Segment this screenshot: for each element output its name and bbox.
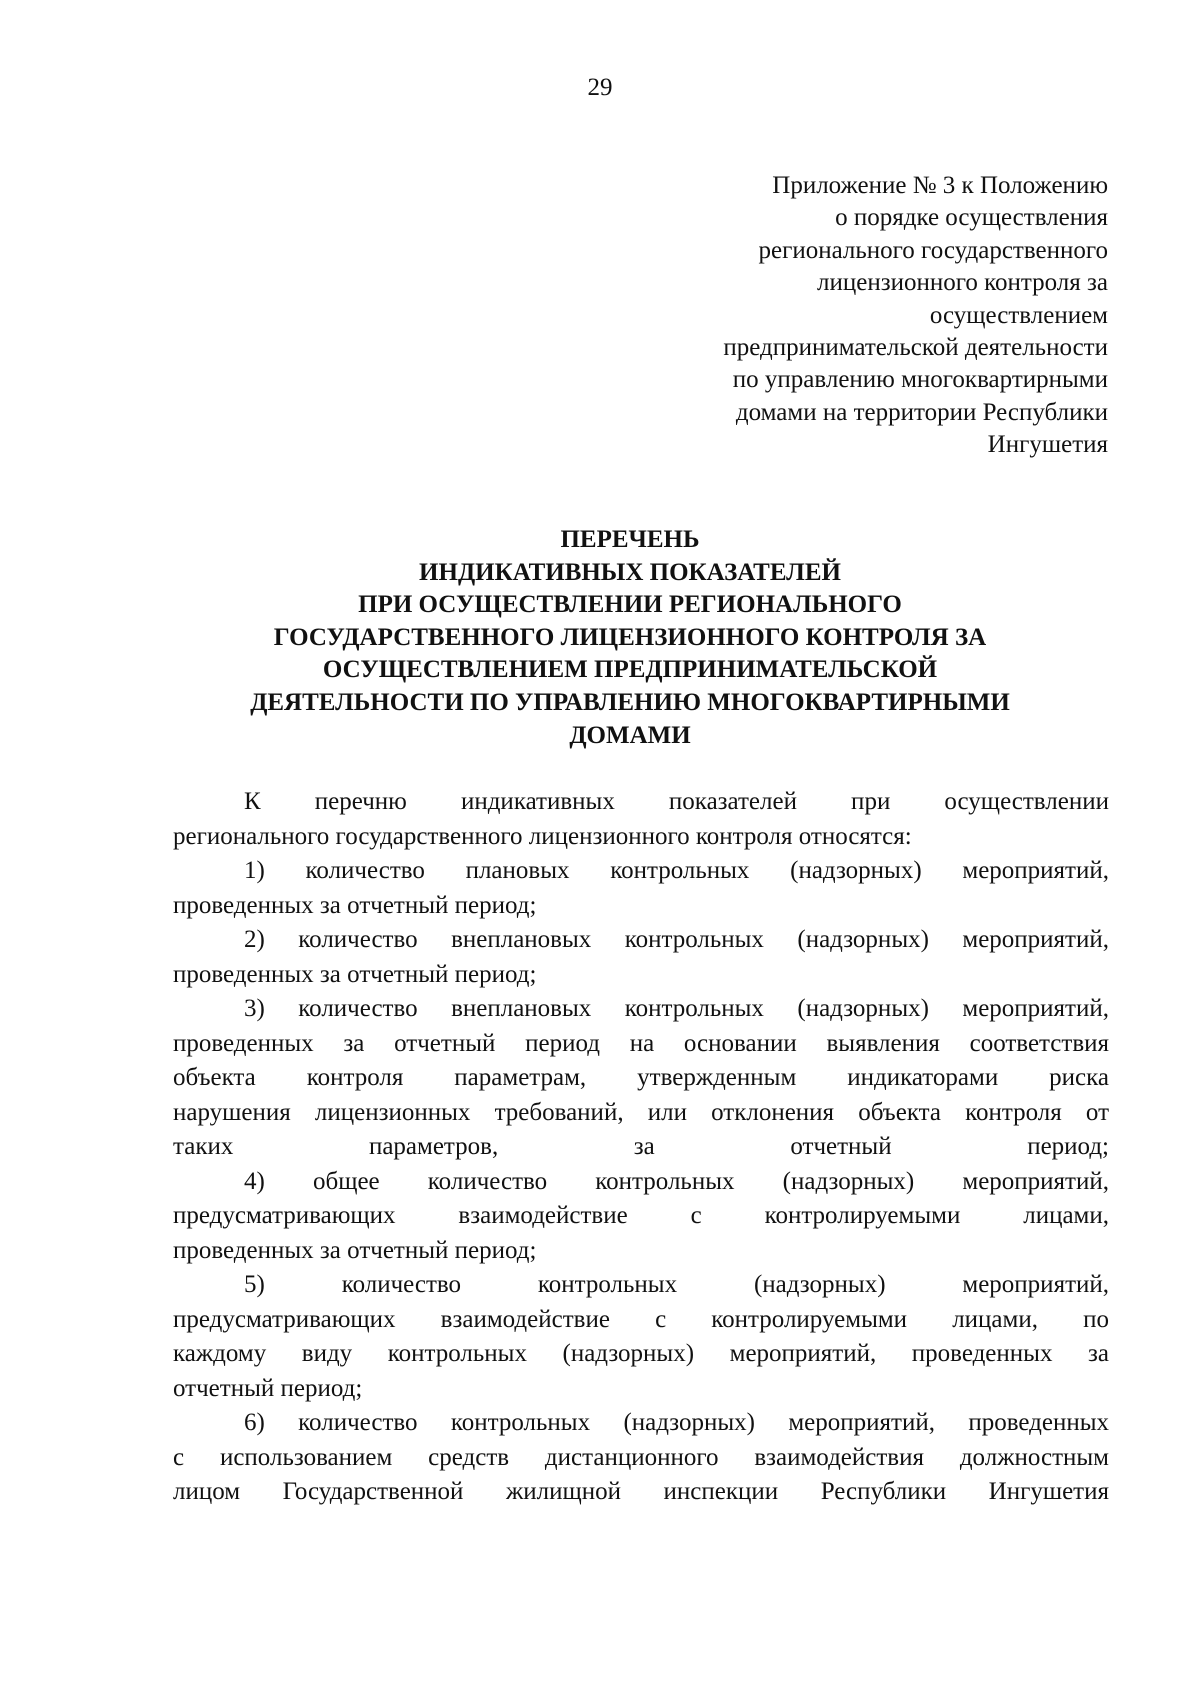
body-text (173, 785, 1109, 1510)
page-number: 29 (587, 74, 613, 101)
paragraph-line: 4) общее количество контрольных (надзорных) мероприятий, (244, 1167, 1109, 1195)
paragraph-line: 5) количество контрольных (надзорных) мероприятий, (244, 1271, 1109, 1298)
title-line: ГОСУДАРСТВЕННОГО ЛИЦЕНЗИОННОГО КОНТРОЛЯ ЗА (273, 623, 987, 651)
appendix-line: по управлению многоквартирными (732, 366, 1108, 394)
paragraph-3 (173, 992, 1109, 1165)
appendix-note (548, 170, 1108, 462)
paragraph-line: К перечню индикативных показателей при осуществлении (244, 788, 1109, 815)
paragraph-line: объекта контроля параметрам, утвержденным индикаторами риска (173, 1064, 1109, 1091)
paragraph-4 (173, 1165, 1109, 1269)
appendix-line: осуществлением (929, 301, 1108, 329)
paragraph-line: нарушения лицензионных требований, или отклонения объекта контроля от (173, 1098, 1109, 1126)
paragraph-line: проведенных за отчетный период; (173, 1236, 537, 1264)
paragraph-line: предусматривающих взаимодействие с контролируемыми лицами, по (173, 1305, 1109, 1333)
title-line: ИНДИКАТИВНЫХ ПОКАЗАТЕЛЕЙ (419, 558, 841, 586)
title-line: ПРИ ОСУЩЕСТВЛЕНИИ РЕГИОНАЛЬНОГО (358, 591, 902, 619)
paragraph-line: проведенных за отчетный период на основании выявления соответствия (173, 1029, 1109, 1057)
paragraph-line: лицом Государственной жилищной инспекции Республики Ингушетия (173, 1478, 1109, 1505)
document-title (150, 524, 1110, 752)
paragraph-5 (173, 1268, 1109, 1406)
paragraph-line: регионального государственного лицензионного контроля относятся: (173, 822, 912, 850)
paragraph-6 (173, 1406, 1109, 1510)
paragraph-2 (173, 923, 1109, 992)
title-line: ОСУЩЕСТВЛЕНИЕМ ПРЕДПРИНИМАТЕЛЬСКОЙ (322, 656, 938, 684)
paragraph-line: 2) количество внеплановых контрольных (надзорных) мероприятий, (244, 926, 1109, 953)
paragraph-1 (173, 854, 1109, 923)
appendix-line: домами на территории Республики (735, 398, 1108, 426)
paragraph-line: 1) количество плановых контрольных (надзорных) мероприятий, (244, 857, 1109, 884)
title-line: ДЕЯТЕЛЬНОСТИ ПО УПРАВЛЕНИЮ МНОГОКВАРТИРНЫМИ (250, 688, 1010, 716)
paragraph-line: 3) количество внеплановых контрольных (надзорных) мероприятий, (244, 995, 1109, 1022)
paragraph-0 (173, 785, 1109, 854)
paragraph-line: таких параметров, за отчетный период; (173, 1133, 1109, 1160)
appendix-line: Ингушетия (987, 431, 1108, 459)
appendix-line: о порядке осуществления (835, 204, 1108, 232)
appendix-line: предпринимательской деятельности (723, 334, 1108, 362)
title-line: ДОМАМИ (569, 721, 691, 749)
paragraph-line: каждому виду контрольных (надзорных) мероприятий, проведенных за (173, 1340, 1109, 1367)
paragraph-line: проведенных за отчетный период; (173, 891, 537, 919)
paragraph-line: проведенных за отчетный период; (173, 960, 537, 988)
appendix-line: регионального государственного (758, 236, 1108, 264)
paragraph-line: 6) количество контрольных (надзорных) мероприятий, проведенных (244, 1409, 1109, 1436)
paragraph-line: предусматривающих взаимодействие с контролируемыми лицами, (173, 1202, 1109, 1229)
paragraph-line: с использованием средств дистанционного взаимодействия должностным (173, 1443, 1109, 1471)
paragraph-line: отчетный период; (173, 1374, 363, 1402)
title-line: ПЕРЕЧЕНЬ (560, 526, 700, 553)
appendix-line: Приложение № 3 к Положению (772, 172, 1108, 199)
appendix-line: лицензионного контроля за (817, 269, 1108, 297)
